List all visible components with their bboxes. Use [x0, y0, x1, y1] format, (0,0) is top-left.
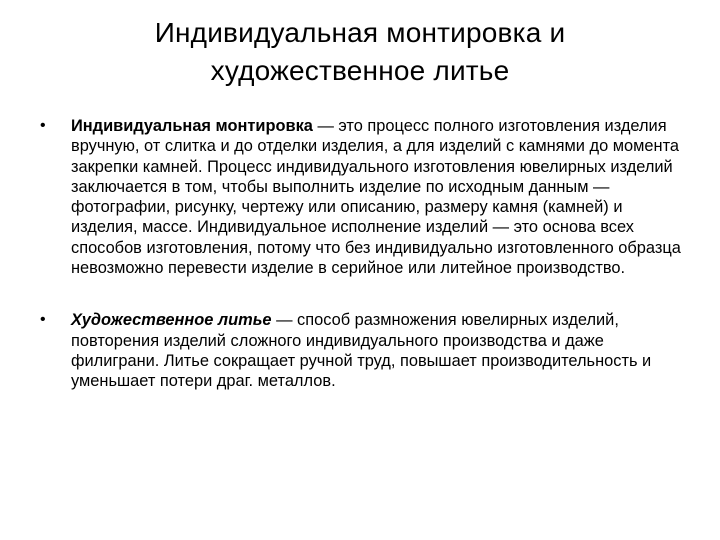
bullet-text: — способ размножения ювелирных изделий, повторения изделий сложного индивидуального производства и даже филиграни. Литье сокращает ручной труд, повышает производительность и уменьшает потери драг. металлов. [71, 311, 652, 391]
bullet-dot: • [40, 117, 46, 134]
title-line-1: Индивидуальная монтировка и [154, 17, 566, 48]
bullet-list [40, 116, 688, 392]
bullet-term: Художественное литье [71, 311, 272, 330]
bullet-dot: • [40, 311, 46, 329]
title-line-2: художественное литье [210, 55, 510, 86]
slide-title [60, 14, 660, 90]
bullet-item-individual-mounting [40, 116, 688, 278]
bullet-item-artistic-casting [40, 310, 688, 391]
bullet-term: Индивидуальная монтировка [71, 117, 313, 135]
bullet-text: — это процесс полного изготовления изделия вручную, от слитка и до отделки изделия, а для изделий с камнями до момента закрепки камней. Процесс индивидуального изготовления ювелирных изделий заключается в том, чтобы выполнить изделие по исходным данным — фотографии, рисунку, чертежу или описанию, размеру камня (камней) и изделия, массе. Индивидуальное исполнение изделий — это основа всех способов изготовления, потому что без индивидуально изготовленного образца невозможно перевести изделие в серийное или литейное производство. [71, 117, 681, 278]
